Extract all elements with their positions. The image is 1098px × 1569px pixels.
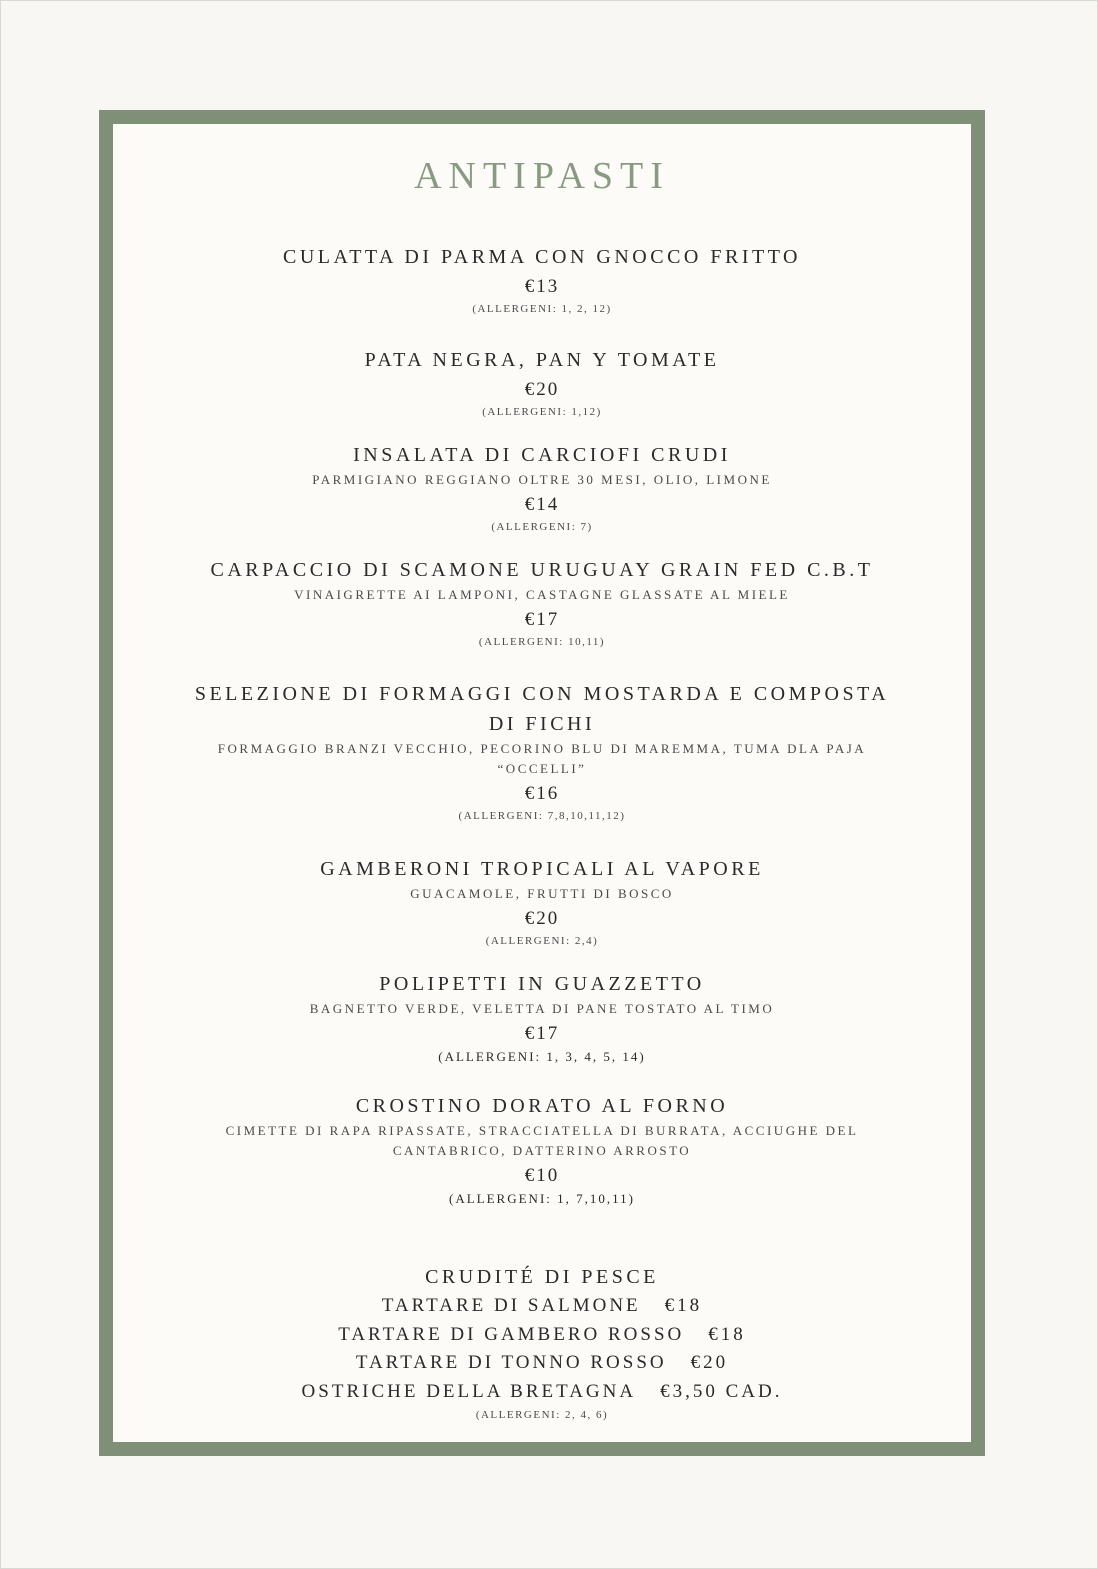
crudo-item-price: €20 [690,1352,729,1373]
crudo-item [113,1349,971,1378]
dish-name-continued: DI FICHI [488,713,596,735]
dish-description: PARMIGIANO REGGIANO OLTRE 30 MESI, OLIO, LIMONE [312,472,772,487]
dish-price: €14 [524,494,560,515]
dish-item [113,679,971,823]
dish-allergens: (ALLERGENI: 7,8,10,11,12) [458,810,626,822]
dish-item [113,555,971,649]
crudo-item [113,1378,971,1407]
dish-allergens: (ALLERGENI: 1, 2, 12) [472,303,612,315]
dish-price: €17 [524,609,560,630]
dish-description: FORMAGGIO BRANZI VECCHIO, PECORINO BLU DI MAREMMA, TUMA DLA PAJA [217,741,867,756]
dish-description: BAGNETTO VERDE, VELETTA DI PANE TOSTATO AL TIMO [309,1001,775,1016]
dish-name: GAMBERONI TROPICALI AL VAPORE [320,858,764,880]
dish-name: PATA NEGRA, PAN Y TOMATE [364,349,720,371]
dish-price: €10 [524,1165,560,1186]
dish-price: €17 [524,1023,560,1044]
dish-price: €13 [524,276,560,297]
dish-name: INSALATA DI CARCIOFI CRUDI [353,444,731,466]
dish-allergens: (ALLERGENI: 10,11) [478,636,606,648]
menu-frame [99,110,985,1456]
dish-allergens: (ALLERGENI: 7) [491,521,593,533]
crudo-title: CRUDITÉ DI PESCE [425,1266,659,1288]
crudo-allergens: (ALLERGENI: 2, 4, 6) [475,1409,609,1421]
menu-panel [113,124,971,1442]
menu-title: ANTIPASTI [414,155,670,197]
dish-item [113,345,971,419]
dish-name: CARPACCIO DI SCAMONE URUGUAY GRAIN FED C.B.T [210,559,874,581]
dish-item [113,242,971,316]
crudo-item [113,1292,971,1321]
dish-allergens: (ALLERGENI: 1, 7,10,11) [449,1191,635,1206]
crudo-item-name: TARTARE DI TONNO ROSSO [355,1352,667,1373]
crudo-item-name: TARTARE DI GAMBERO ROSSO [338,1323,685,1345]
dish-price: €20 [524,908,560,929]
dish-name: CULATTA DI PARMA CON GNOCCO FRITTO [282,246,801,268]
dish-item [113,969,971,1065]
dish-item [113,1091,971,1207]
dish-price: €16 [524,783,560,804]
dish-allergens: (ALLERGENI: 1,12) [482,406,602,418]
crudo-item-price: €18 [708,1323,746,1345]
dish-price: €20 [524,379,560,400]
crudo-item-name: TARTARE DI SALMONE [381,1295,641,1316]
dish-name: POLIPETTI IN GUAZZETTO [379,973,705,995]
crudo-item-name: OSTRICHE DELLA BRETAGNA [301,1380,637,1402]
crudo-item-price: €3,50 CAD. [660,1380,783,1402]
dish-allergens: (ALLERGENI: 2,4) [485,935,599,947]
dish-description-continued: CANTABRICO, DATTERINO ARROSTO [392,1143,692,1158]
dish-description-continued: “OCCELLI” [497,761,587,776]
dish-item [113,854,971,948]
crudo-item-price: €18 [664,1295,703,1316]
dish-name: SELEZIONE DI FORMAGGI CON MOSTARDA E COMPOSTA [194,683,890,705]
dish-description: CIMETTE DI RAPA RIPASSATE, STRACCIATELLA DI BURRATA, ACCIUGHE DEL [225,1123,859,1138]
crudo-section [113,1262,971,1422]
dish-allergens: (ALLERGENI: 1, 3, 4, 5, 14) [438,1049,646,1064]
dish-item [113,440,971,534]
dish-description: GUACAMOLE, FRUTTI DI BOSCO [410,886,674,901]
dish-description: VINAIGRETTE AI LAMPONI, CASTAGNE GLASSATE AL MIELE [294,587,790,602]
dish-name: CROSTINO DORATO AL FORNO [355,1095,729,1117]
crudo-item [113,1321,971,1350]
